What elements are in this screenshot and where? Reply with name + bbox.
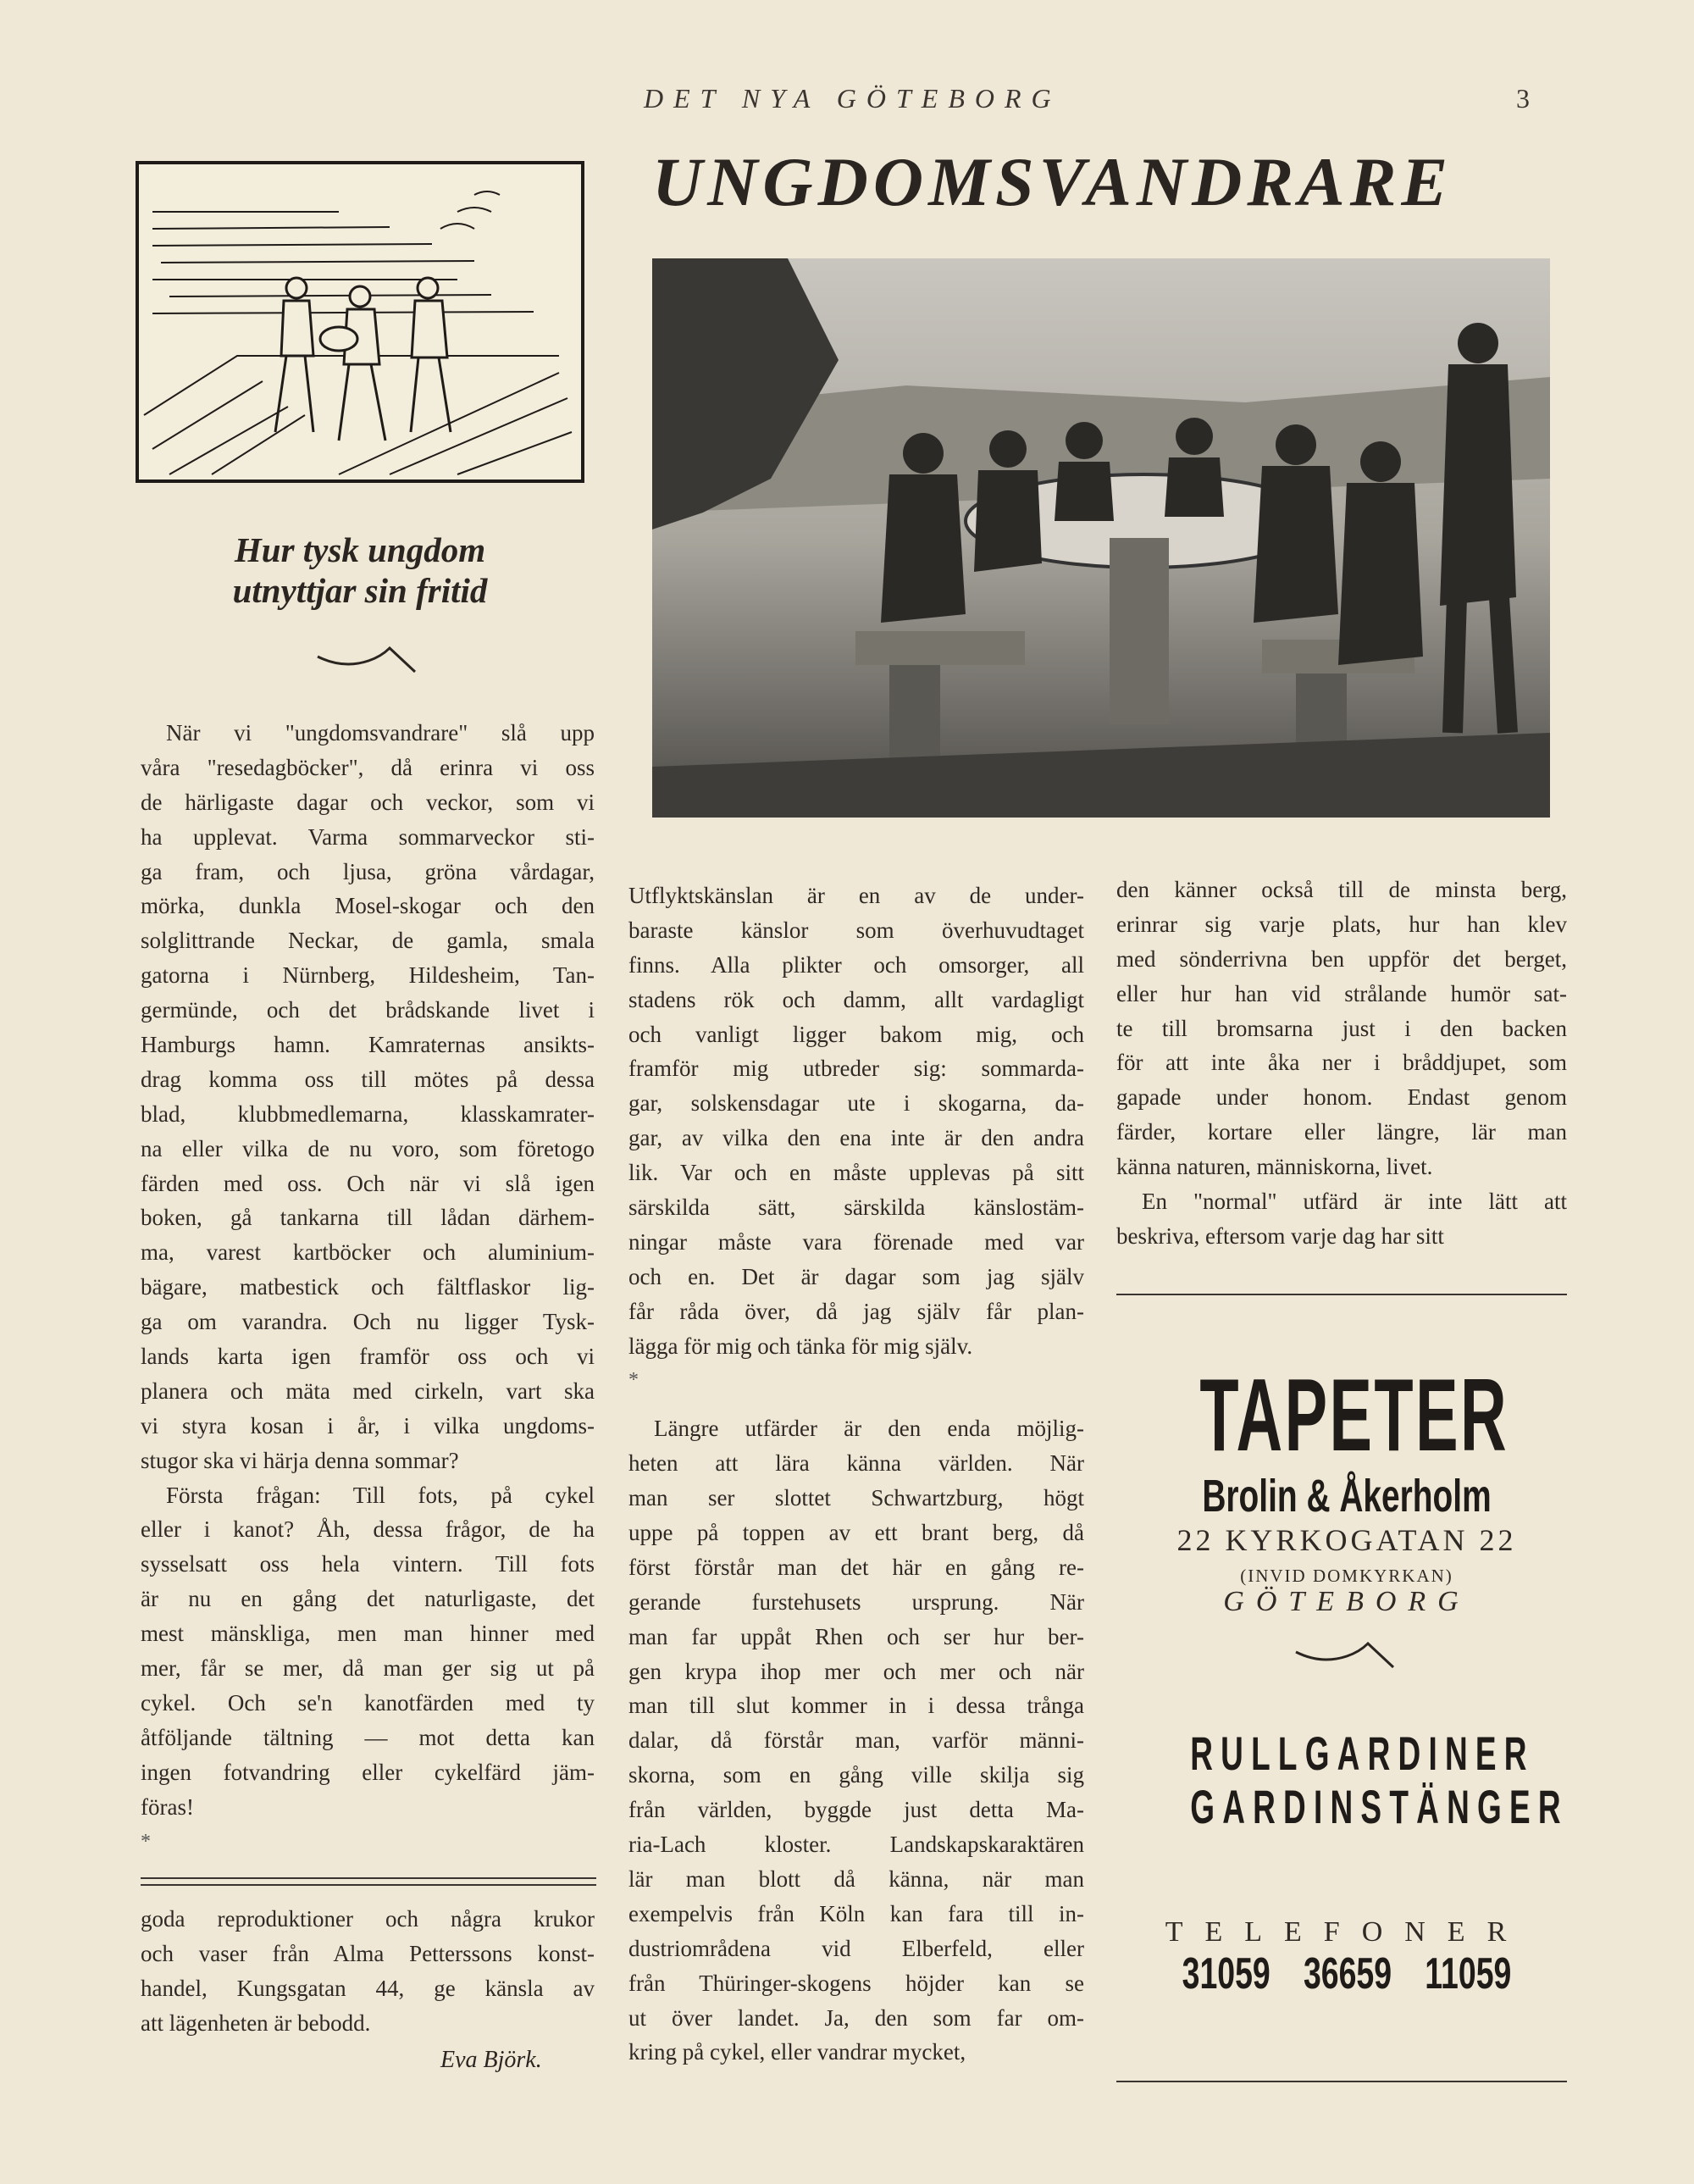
text-line: färder, kortare eller längre, lär man <box>1116 1119 1567 1145</box>
text-line: na eller vilka de nu voro, som företogo <box>141 1135 595 1161</box>
ad-parish-note: (INVID DOMKYRKAN) <box>1240 1566 1453 1586</box>
text-line: ga fram, och ljusa, gröna vårdagar, <box>141 858 595 884</box>
text-line: dustriområdena vid Elberfeld, eller <box>628 1935 1084 1961</box>
ad-firm-name: Brolin & Åkerholm <box>1202 1471 1492 1522</box>
subtitle-line: utnyttjar sin fritid <box>232 571 488 610</box>
paragraph-gap <box>628 1398 1084 1411</box>
other-article-text <box>141 1902 595 2041</box>
text-line: boken, gå tankarna till lådan därhem- <box>141 1205 595 1231</box>
phone-number: 11059 <box>1425 1949 1512 1998</box>
text-line: uppe på toppen av ett brant berg, då <box>628 1520 1084 1546</box>
text-line: baraste känslor som överhuvudtaget <box>628 917 1084 943</box>
text-line: cykel. Och se'n kanotfärden med ty <box>141 1689 595 1716</box>
text-line: lands karta igen framför oss och vi <box>141 1344 595 1370</box>
text-line: gar, av vilka den ena inte är den andra <box>628 1125 1084 1151</box>
text-line: handel, Kungsgatan 44, ge känsla av <box>141 1975 595 2001</box>
ad-phone-label: TELEFONER <box>1165 1916 1529 1948</box>
text-line: framför mig utbreder sig: sommarda- <box>628 1056 1084 1082</box>
text-line: åtföljande tältning — mot detta kan <box>141 1724 595 1750</box>
article-subtitle <box>136 529 584 611</box>
ad-city: GÖTEBORG <box>1223 1586 1470 1617</box>
column-divider-rule <box>141 1884 596 1886</box>
text-line: från världen, byggde just detta Ma- <box>628 1797 1084 1823</box>
text-line: stadens rök och damm, allt vardagligt <box>628 986 1084 1012</box>
text-line: stugor ska vi härja denna sommar? <box>141 1447 459 1473</box>
text-line: mörka, dunkla Mosel-skogar och den <box>141 893 595 919</box>
text-line: mest mänskliga, men man hinner med <box>141 1621 595 1647</box>
text-line: Utflyktskänslan är en av de under- <box>628 883 1084 908</box>
text-line: får råda över, då jag själv får plan- <box>628 1298 1084 1324</box>
text-line: och en. Det är dagar som jag själv <box>628 1263 1084 1289</box>
ad-phone-numbers <box>1176 1948 1517 1999</box>
text-line: blad, klubbmedlemarna, klasskamrater- <box>141 1100 595 1127</box>
text-line: gen krypa ihop mer och mer och när <box>628 1658 1084 1684</box>
article-column-2 <box>628 879 1084 2070</box>
decorative-swash <box>1292 1635 1402 1669</box>
text-line: eller i kanot? Åh, dessa frågor, de ha <box>141 1516 595 1543</box>
text-line: dalar, då förstår man, varför männi- <box>628 1727 1084 1754</box>
article-column-1 <box>141 716 595 1859</box>
page-number: 3 <box>1516 83 1530 114</box>
ad-street-address: 22 KYRKOGATAN 22 <box>1176 1523 1517 1557</box>
wanderers-illustration <box>136 161 584 483</box>
text-line: erinrar sig varje plats, hur han klev <box>1116 911 1567 937</box>
column-divider-rule <box>141 1877 596 1879</box>
text-line: vi styra kosan i år, i vilka ungdoms- <box>141 1412 595 1438</box>
text-line: ut över landet. Ja, den som far om- <box>628 2004 1084 2031</box>
text-line: eller hur han vid strålande humör sat- <box>1116 980 1567 1006</box>
text-line: och vaser från Alma Petterssons konst- <box>141 1940 595 1966</box>
text-line: germünde, och det brådskande livet i <box>141 997 595 1023</box>
text-line: gerande furstehusets ursprung. När <box>628 1588 1084 1615</box>
article-title: UNGDOMSVANDRARE <box>652 143 1453 220</box>
text-line: Längre utfärder är den enda möjlig- <box>654 1416 1084 1442</box>
text-line: den känner också till de minsta berg, <box>1116 877 1567 902</box>
text-line: att lägenheten är bebodd. <box>141 2009 371 2036</box>
text-line: och vanligt ligger bakom mig, och <box>628 1021 1084 1047</box>
text-line: ingen fotvandring eller cykelfärd jäm- <box>141 1759 595 1785</box>
text-line: känna naturen, människorna, livet. <box>1116 1154 1433 1180</box>
text-line: En "normal" utfärd är inte lätt att <box>1142 1189 1567 1215</box>
text-line: När vi "ungdomsvandrare" slå upp <box>166 720 595 746</box>
text-line: ria-Lach kloster. Landskapskaraktären <box>628 1832 1084 1858</box>
group-photograph <box>652 258 1550 818</box>
text-line: först förstår man det här en gång re- <box>628 1554 1084 1580</box>
separator-star: * <box>628 1369 639 1392</box>
running-head: DET NYA GÖTEBORG <box>644 83 1061 114</box>
separator-star: * <box>141 1830 151 1853</box>
text-line: föras! <box>141 1793 194 1820</box>
phone-number: 31059 <box>1182 1949 1270 1998</box>
text-line: Hamburgs hamn. Kamraternas ansikts- <box>141 1032 595 1058</box>
author-signature: Eva Björk. <box>440 2047 542 2073</box>
text-line: våra "resedagböcker", då erinra vi oss <box>141 754 595 780</box>
text-line: solglittrande Neckar, de gamla, smala <box>141 928 595 954</box>
text-line: man till slut kommer in i dessa trånga <box>628 1693 1084 1719</box>
text-line: särskilda sätt, särskilda känslostäm- <box>628 1195 1084 1221</box>
text-line: finns. Alla plikter och omsorger, all <box>628 951 1084 978</box>
text-line: färden med oss. Och när vi slå igen <box>141 1170 595 1196</box>
text-line: gatorna i Nürnberg, Hildesheim, Tan- <box>141 962 595 989</box>
text-line: gar, solskensdagar ute i skogarna, da- <box>628 1090 1084 1117</box>
text-line: lägga för mig och tänka för mig själv. <box>628 1333 973 1359</box>
text-line: ningar måste vara förenade med var <box>628 1228 1084 1255</box>
article-column-3 <box>1116 873 1567 1254</box>
text-line: ma, varest kartböcker och aluminium- <box>141 1239 595 1266</box>
text-line: kring på cykel, eller vandrar mycket, <box>628 2039 966 2065</box>
decorative-swash <box>313 640 424 673</box>
text-line: lik. Var och en måste upplevas på sitt <box>628 1160 1084 1186</box>
text-line: Första frågan: Till fots, på cykel <box>166 1482 595 1508</box>
text-line: med sönderrivna ben uppför det berget, <box>1116 945 1567 972</box>
phone-number: 36659 <box>1303 1949 1392 1998</box>
subtitle-line: Hur tysk ungdom <box>234 530 486 569</box>
text-line: ga om varandra. Och nu ligger Tysk- <box>141 1309 595 1335</box>
text-line: beskriva, eftersom varje dag har sitt <box>1116 1222 1444 1249</box>
ad-product-rullgardiner: RULLGARDINER <box>1190 1727 1535 1780</box>
ad-top-rule <box>1116 1294 1567 1295</box>
text-line: gapade under honom. Endast genom <box>1116 1084 1567 1111</box>
text-line: drag komma oss till mötes på dessa <box>141 1066 595 1092</box>
text-line: skorna, som en gång ville skilja sig <box>628 1762 1084 1788</box>
ad-bottom-rule <box>1116 2081 1567 2082</box>
text-line: man ser slottet Schwartzburg, högt <box>628 1485 1084 1511</box>
text-line: från Thüringer-skogens höjder kan se <box>628 1970 1084 1996</box>
text-line: lär man blott då känna, när man <box>628 1865 1084 1892</box>
text-line: för att inte åka ner i bråddjupet, som <box>1116 1050 1567 1076</box>
text-line: planera och mäta med cirkeln, vart ska <box>141 1377 595 1404</box>
text-line: sysselsatt oss hela vintern. Till fots <box>141 1551 595 1577</box>
text-line: heten att lära känna världen. När <box>628 1450 1084 1477</box>
text-line: man far uppåt Rhen och ser hur ber- <box>628 1623 1084 1649</box>
text-line: de härligaste dagar och veckor, som vi <box>141 789 595 815</box>
text-line: exempelvis från Köln kan fara till in- <box>628 1900 1084 1926</box>
text-line: te till bromsarna just i den backen <box>1116 1015 1567 1041</box>
text-line: är nu en gång det naturligaste, det <box>141 1586 595 1612</box>
text-line: goda reproduktioner och några krukor <box>141 1906 595 1932</box>
text-line: mer, får se mer, då man ger sig ut på <box>141 1655 595 1682</box>
text-line: ha upplevat. Varma sommarveckor sti- <box>141 823 595 850</box>
text-line: bägare, matbestick och fältflaskor lig- <box>141 1274 595 1300</box>
ad-product-gardinstanger: GARDINSTÄNGER <box>1190 1780 1569 1833</box>
ad-headline: TAPETER <box>1199 1357 1509 1472</box>
